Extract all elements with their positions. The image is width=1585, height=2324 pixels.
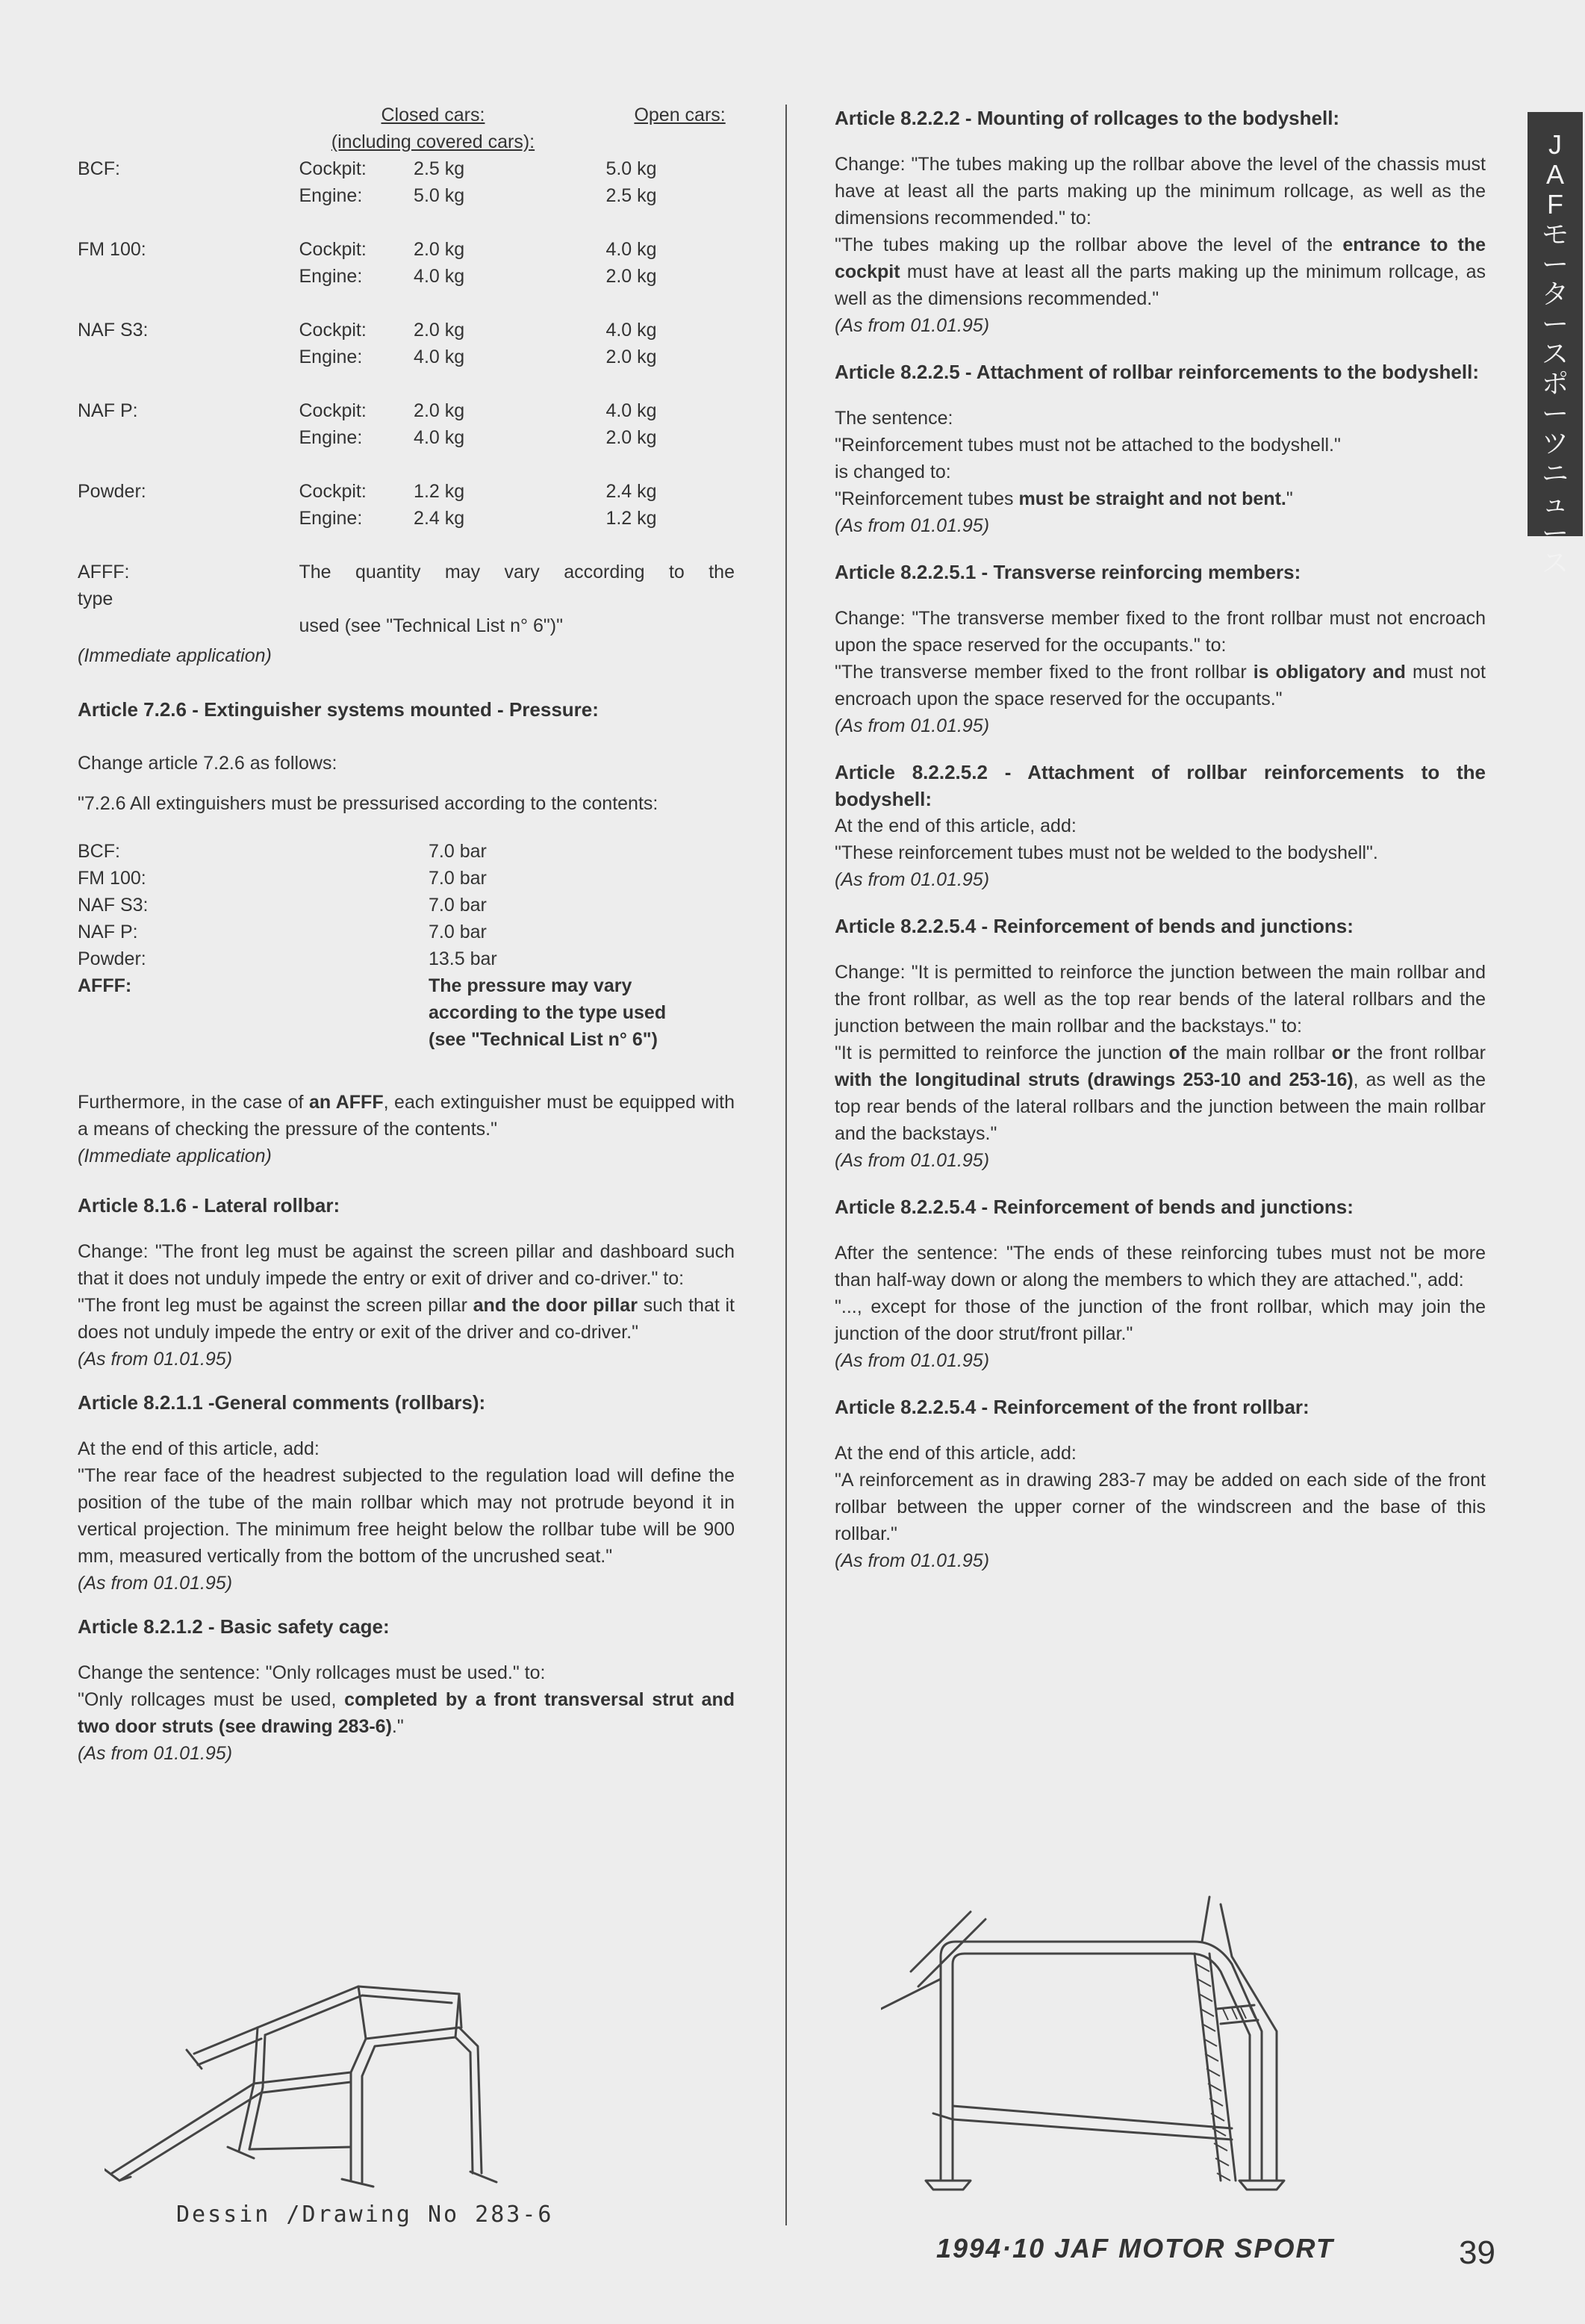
tab-char: F [1547,189,1563,220]
further-bold: an AFFF [308,1092,384,1113]
agent-name: FM 100: [78,239,146,260]
as-from-note: (As from 01.01.95) [78,1349,233,1370]
closed-engine-value: 4.0 kg [414,427,465,448]
article-8-2-2-5-heading: Article 8.2.2.5 - Attachment of rollbar reinforcements to the bodyshell: [835,361,1479,383]
as-from-note: (As from 01.01.95) [835,315,990,336]
pressure-afff-value-3: (see "Technical List n° 6") [429,1029,658,1050]
tab-char: ー [1541,398,1569,429]
cockpit-label: Cockpit: [299,320,367,341]
engine-label: Engine: [299,266,363,287]
as-from-note: (As from 01.01.95) [78,1743,233,1764]
open-engine-value: 1.2 kg [605,508,657,529]
to-text: "The front leg must be against the screen pillar [78,1295,473,1316]
column-divider [785,105,787,2225]
to-text: must have at least all the parts making up the minimum rollcage, as well as the dimensions recommended." [835,261,1486,309]
to-text: must not encroach upon the space reserved for the occupants." [835,662,1486,709]
article-8-2-2-5-2-heading: Article 8.2.2.5.2 - Attachment of rollbar reinforcements to the bodyshell: [835,761,1486,810]
closed-engine-value: 4.0 kg [414,266,465,287]
pressure-agent: Powder: [78,948,146,969]
article-8-2-2-2-to [835,232,1486,312]
open-engine-value: 2.0 kg [605,347,657,367]
tab-char: モ [1541,219,1569,249]
article-8-2-1-1-heading: Article 8.2.1.1 -General comments (rollbars): [78,1391,486,1414]
pressure-agent: FM 100: [78,868,146,889]
to-bold: must be straight and not bent. [1018,488,1286,509]
cockpit-label: Cockpit: [299,239,367,260]
article-8-2-2-5-4-front-text: "A reinforcement as in drawing 283-7 may be added on each side of the front rollbar between the upper corner of the windscreen and the base of this rollbar." [835,1470,1486,1544]
as-from-note: (As from 01.01.95) [835,715,990,736]
open-cockpit-value: 5.0 kg [605,158,657,179]
open-cockpit-value: 2.4 kg [605,481,657,502]
as-from-note: (As from 01.01.95) [835,1150,990,1171]
as-from-note: (As from 01.01.95) [835,1350,990,1371]
tab-char: ス [1541,547,1569,578]
further-text: , each extinguisher must be equipped with a means of checking the pressure of the contents." [78,1092,735,1140]
to-text: "The transverse member fixed to the front rollbar [835,662,1254,683]
to-text: the front rollbar [1350,1043,1486,1063]
pressure-afff-value-2: according to the type used [429,1002,667,1023]
tab-char: ー [1541,308,1569,339]
closed-engine-value: 4.0 kg [414,347,465,367]
as-from-note: (As from 01.01.95) [835,1550,990,1571]
extinguisher-quantity-table [78,105,735,642]
cockpit-label: Cockpit: [299,400,367,421]
pressure-value: 7.0 bar [429,841,487,862]
agent-name: Powder: [78,481,146,502]
article-8-2-2-5-2-text: "These reinforcement tubes must not be welded to the bodyshell". [835,842,1378,863]
open-engine-value: 2.5 kg [605,185,657,206]
cockpit-label: Cockpit: [299,158,367,179]
agent-name: BCF: [78,158,120,179]
as-from-note: (As from 01.01.95) [835,515,990,536]
article-7-2-6-intro: Change article 7.2.6 as follows: [78,753,337,774]
article-8-2-2-5-4-intro: At the end of this article, add: [835,1443,1077,1464]
pressure-afff-value-1: The pressure may vary [429,975,632,996]
article-8-2-1-1-intro: At the end of this article, add: [78,1438,320,1459]
article-8-2-1-1-text: "The rear face of the headrest subjected to the regulation load will define the position of the tube of the main rollbar which may not protrude beyond it in vertical projection. The minimum free height below the rollbar tube will be 900 mm, measured vertically from the bottom of the uncrushed seat." [78,1465,735,1567]
article-8-2-2-5-4-heading-b: Article 8.2.2.5.4 - Reinforcement of bends and junctions: [835,1196,1354,1218]
article-8-2-1-2-to [78,1686,735,1740]
pressure-agent: NAF S3: [78,895,149,916]
to-text: the main rollbar [1186,1043,1332,1063]
article-8-2-1-2-change: Change the sentence: "Only rollcages must be used." to: [78,1662,546,1683]
article-8-2-2-5-line-2: "Reinforcement tubes must not be attached to the bodyshell." [835,435,1341,456]
closed-cockpit-value: 2.5 kg [414,158,465,179]
open-cockpit-value: 4.0 kg [605,400,657,421]
article-8-2-2-5-1-to [835,659,1486,712]
side-section-tab [1528,112,1583,578]
afff-text-2: used (see "Technical List n° 6")" [299,615,563,636]
article-8-2-2-5-1-change: Change: "The transverse member fixed to the front rollbar must not encroach upon the space reserved for the occupants." to: [835,608,1486,656]
as-from-note: (As from 01.01.95) [78,1573,233,1594]
article-8-2-2-5-4-text-2: "..., except for those of the junction of the front rollbar, which may join the junction of the door strut/front pillar." [835,1296,1486,1344]
open-cockpit-value: 4.0 kg [605,239,657,260]
to-bold: and the door pillar [473,1295,638,1316]
page-number: 39 [1459,2234,1495,2271]
rollcage-drawing-283-6 [105,1949,552,2196]
closed-cockpit-value: 1.2 kg [414,481,465,502]
to-text: " [1286,488,1293,509]
to-bold: entrance to the cockpit [835,234,1486,282]
tab-char: ュ [1541,488,1569,518]
to-text: "It is permitted to reinforce the junction [835,1043,1169,1063]
article-8-2-2-2-change: Change: "The tubes making up the rollbar above the level of the chassis must have at least all the parts making up the minimum rollcage, as well as the dimensions recommended." to: [835,154,1486,229]
closed-cars-header: Closed cars: [381,105,485,125]
article-8-2-2-5-line-1: The sentence: [835,408,953,429]
immediate-application-note: (Immediate application) [78,1146,272,1166]
article-8-1-6-to [78,1292,735,1346]
tab-char: ツ [1541,428,1569,459]
article-8-2-2-5-4-text: After the sentence: "The ends of these reinforcing tubes must not be more than half-way down or along the members to which they are attached.", add: [835,1243,1486,1290]
tab-char: ー [1541,249,1569,279]
afff-label: AFFF: [78,562,130,582]
pressure-value: 7.0 bar [429,868,487,889]
engine-label: Engine: [299,427,363,448]
tab-char: ポ [1541,368,1569,399]
pressure-agent-afff: AFFF: [78,975,132,996]
engine-label: Engine: [299,347,363,367]
to-text: ." [391,1716,404,1737]
pressure-value: 7.0 bar [429,922,487,942]
tab-char: ー [1541,518,1569,548]
to-bold: completed by a front transversal strut and two door struts (see drawing 283-6) [78,1689,735,1737]
to-text: "Reinforcement tubes [835,488,1019,509]
article-8-1-6-change: Change: "The front leg must be against the screen pillar and dashboard such that it does not unduly impede the entry or exit of driver and co-driver." to: [78,1241,735,1289]
article-8-2-2-5-1-heading: Article 8.2.2.5.1 - Transverse reinforcing members: [835,561,1301,583]
article-8-2-2-5-4-heading-a: Article 8.2.2.5.4 - Reinforcement of bends and junctions: [835,915,1354,937]
open-engine-value: 2.0 kg [605,427,657,448]
article-8-2-2-5-4-change: Change: "It is permitted to reinforce the junction between the main rollbar and the front rollbar, as well as the top rear bends of the lateral rollbars and the junction between the main rollbar and the backstays." to: [835,962,1486,1037]
article-8-2-2-5-4-to [835,1040,1486,1147]
closed-cockpit-value: 2.0 kg [414,320,465,341]
pressure-value: 7.0 bar [429,895,487,916]
article-7-2-6-further [78,1089,735,1143]
pressure-table [78,838,666,1053]
to-bold: is obligatory and [1253,662,1406,683]
article-7-2-6-heading: Article 7.2.6 - Extinguisher systems mounted - Pressure: [78,698,599,721]
tab-char: ニ [1541,458,1569,488]
open-cars-header: Open cars: [634,105,726,125]
open-cockpit-value: 4.0 kg [605,320,657,341]
cockpit-label: Cockpit: [299,481,367,502]
afff-type: type [78,588,113,609]
to-bold: of [1168,1043,1186,1063]
engine-label: Engine: [299,508,363,529]
tab-char: A [1545,159,1564,190]
closed-cars-subheader: (including covered cars): [331,131,535,152]
tab-char: J [1548,129,1562,160]
to-bold: with the longitudinal struts (drawings 253-10 and 253-16) [835,1069,1354,1090]
drawing-caption: Dessin /Drawing No 283-6 [176,2202,554,2228]
right-column [835,105,1486,1574]
engine-label: Engine: [299,185,363,206]
tab-char: タ [1541,279,1569,309]
article-8-2-2-2-heading: Article 8.2.2.2 - Mounting of rollcages to the bodyshell: [835,107,1340,129]
article-8-2-2-5-2-intro: At the end of this article, add: [835,815,1077,836]
pressure-value: 13.5 bar [429,948,497,969]
to-text: such that it does not unduly impede the entry or exit of the driver and co-driver." [78,1295,735,1343]
agent-name: NAF P: [78,400,138,421]
article-8-2-1-2-heading: Article 8.2.1.2 - Basic safety cage: [78,1615,390,1638]
article-7-2-6-text: "7.2.6 All extinguishers must be pressurised according to the contents: [78,793,658,814]
as-from-note: (As from 01.01.95) [835,869,990,890]
afff-text-1: The quantity may vary according to the [299,562,735,582]
to-text: , as well as the top rear bends of the lateral rollbars and the junction between the main rollbar and the backstays." [835,1069,1486,1144]
tab-char: ス [1541,338,1569,369]
closed-engine-value: 2.4 kg [414,508,465,529]
open-engine-value: 2.0 kg [605,266,657,287]
to-text: "Only rollcages must be used, [78,1689,345,1710]
pressure-agent: BCF: [78,841,120,862]
to-bold: or [1331,1043,1351,1063]
article-8-2-2-5-line-3: is changed to: [835,462,951,482]
article-8-1-6-heading: Article 8.1.6 - Lateral rollbar: [78,1194,340,1217]
immediate-application-note: (Immediate application) [78,645,272,666]
agent-name: NAF S3: [78,320,149,341]
footer-issue: 1994·10 JAF MOTOR SPORT [936,2233,1334,2264]
article-8-2-2-5-4-heading-c: Article 8.2.2.5.4 - Reinforcement of the front rollbar: [835,1396,1310,1418]
article-8-2-2-5-line-4 [835,485,1486,512]
closed-cockpit-value: 2.0 kg [414,239,465,260]
pressure-agent: NAF P: [78,922,138,942]
closed-cockpit-value: 2.0 kg [414,400,465,421]
front-rollbar-reinforcement-drawing [881,1882,1329,2196]
to-text: "The tubes making up the rollbar above the level of the [835,234,1343,255]
left-column [78,105,735,1767]
closed-engine-value: 5.0 kg [414,185,465,206]
further-text: Furthermore, in the case of [78,1092,309,1113]
